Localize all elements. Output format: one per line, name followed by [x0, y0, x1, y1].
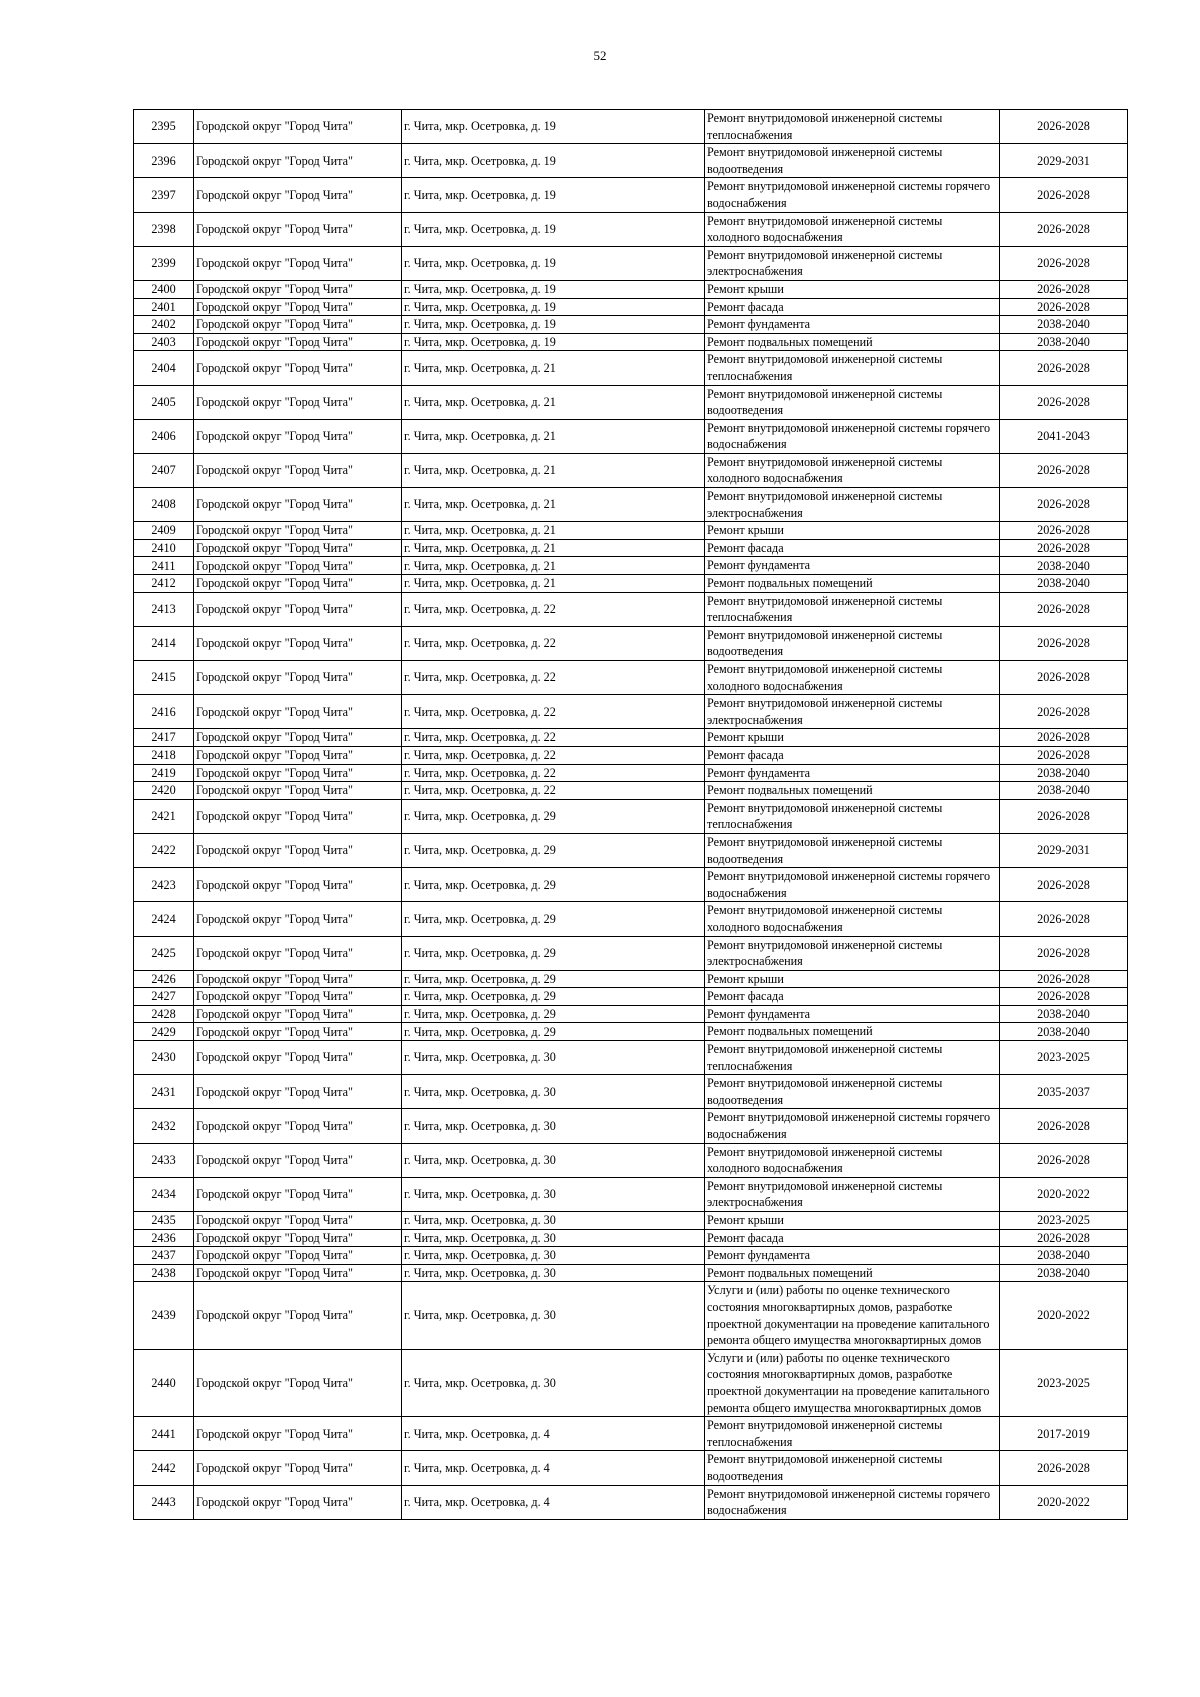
municipality-cell: Городской округ "Город Чита" — [194, 557, 402, 575]
work-type-cell: Ремонт внутридомовой инженерной системы электроснабжения — [705, 936, 1000, 970]
table-row — [134, 1264, 1128, 1282]
address-cell: г. Чита, мкр. Осетровка, д. 19 — [402, 178, 705, 212]
work-type-cell: Ремонт фасада — [705, 1229, 1000, 1247]
work-type-cell: Ремонт фундамента — [705, 1005, 1000, 1023]
work-type-cell: Ремонт внутридомовой инженерной системы электроснабжения — [705, 1177, 1000, 1211]
term-cell: 2020-2022 — [1000, 1282, 1128, 1349]
table-row — [134, 557, 1128, 575]
address-cell: г. Чита, мкр. Осетровка, д. 19 — [402, 110, 705, 144]
table-row — [134, 782, 1128, 800]
term-cell: 2038-2040 — [1000, 764, 1128, 782]
work-type-cell: Ремонт крыши — [705, 280, 1000, 298]
table-row — [134, 333, 1128, 351]
municipality-cell: Городской округ "Город Чита" — [194, 695, 402, 729]
table-row — [134, 246, 1128, 280]
term-cell: 2026-2028 — [1000, 868, 1128, 902]
table-row — [134, 1109, 1128, 1143]
row-number: 2417 — [134, 729, 194, 747]
address-cell: г. Чита, мкр. Осетровка, д. 19 — [402, 333, 705, 351]
term-cell: 2026-2028 — [1000, 280, 1128, 298]
address-cell: г. Чита, мкр. Осетровка, д. 4 — [402, 1417, 705, 1451]
table-row — [134, 988, 1128, 1006]
term-cell: 2026-2028 — [1000, 1143, 1128, 1177]
table-row — [134, 1005, 1128, 1023]
work-type-cell: Ремонт фундамента — [705, 1247, 1000, 1265]
address-cell: г. Чита, мкр. Осетровка, д. 29 — [402, 970, 705, 988]
address-cell: г. Чита, мкр. Осетровка, д. 30 — [402, 1247, 705, 1265]
work-type-cell: Ремонт внутридомовой инженерной системы теплоснабжения — [705, 592, 1000, 626]
row-number: 2432 — [134, 1109, 194, 1143]
term-cell: 2026-2028 — [1000, 453, 1128, 487]
municipality-cell: Городской округ "Город Чита" — [194, 351, 402, 385]
municipality-cell: Городской округ "Город Чита" — [194, 1417, 402, 1451]
table-row — [134, 316, 1128, 334]
term-cell: 2029-2031 — [1000, 833, 1128, 867]
work-type-cell: Ремонт внутридомовой инженерной системы водоотведения — [705, 833, 1000, 867]
table-row — [134, 1212, 1128, 1230]
address-cell: г. Чита, мкр. Осетровка, д. 30 — [402, 1349, 705, 1416]
municipality-cell: Городской округ "Город Чита" — [194, 1229, 402, 1247]
term-cell: 2026-2028 — [1000, 729, 1128, 747]
row-number: 2439 — [134, 1282, 194, 1349]
table-row — [134, 110, 1128, 144]
term-cell: 2038-2040 — [1000, 1264, 1128, 1282]
page-number: 52 — [593, 48, 607, 63]
municipality-cell: Городской округ "Город Чита" — [194, 902, 402, 936]
term-cell: 2020-2022 — [1000, 1177, 1128, 1211]
municipality-cell: Городской округ "Город Чита" — [194, 782, 402, 800]
municipality-cell: Городской округ "Город Чита" — [194, 280, 402, 298]
address-cell: г. Чита, мкр. Осетровка, д. 19 — [402, 246, 705, 280]
municipality-cell: Городской округ "Город Чита" — [194, 522, 402, 540]
address-cell: г. Чита, мкр. Осетровка, д. 30 — [402, 1282, 705, 1349]
row-number: 2413 — [134, 592, 194, 626]
row-number: 2395 — [134, 110, 194, 144]
address-cell: г. Чита, мкр. Осетровка, д. 19 — [402, 298, 705, 316]
municipality-cell: Городской округ "Город Чита" — [194, 1264, 402, 1282]
row-number: 2402 — [134, 316, 194, 334]
table-row — [134, 144, 1128, 178]
work-type-cell: Ремонт фасада — [705, 988, 1000, 1006]
term-cell: 2026-2028 — [1000, 539, 1128, 557]
address-cell: г. Чита, мкр. Осетровка, д. 19 — [402, 144, 705, 178]
term-cell: 2038-2040 — [1000, 1247, 1128, 1265]
row-number: 2400 — [134, 280, 194, 298]
row-number: 2437 — [134, 1247, 194, 1265]
term-cell: 2023-2025 — [1000, 1041, 1128, 1075]
table-body — [134, 110, 1128, 1520]
row-number: 2443 — [134, 1485, 194, 1519]
address-cell: г. Чита, мкр. Осетровка, д. 22 — [402, 695, 705, 729]
address-cell: г. Чита, мкр. Осетровка, д. 21 — [402, 453, 705, 487]
row-number: 2435 — [134, 1212, 194, 1230]
work-type-cell: Ремонт подвальных помещений — [705, 1023, 1000, 1041]
address-cell: г. Чита, мкр. Осетровка, д. 22 — [402, 661, 705, 695]
table-row — [134, 1417, 1128, 1451]
term-cell: 2026-2028 — [1000, 1451, 1128, 1485]
work-type-cell: Ремонт внутридомовой инженерной системы горячего водоснабжения — [705, 419, 1000, 453]
table-row — [134, 868, 1128, 902]
work-type-cell: Ремонт внутридомовой инженерной системы горячего водоснабжения — [705, 868, 1000, 902]
municipality-cell: Городской округ "Город Чита" — [194, 1247, 402, 1265]
work-type-cell: Ремонт внутридомовой инженерной системы горячего водоснабжения — [705, 1109, 1000, 1143]
table-row — [134, 298, 1128, 316]
municipality-cell: Городской округ "Город Чита" — [194, 661, 402, 695]
work-type-cell: Ремонт внутридомовой инженерной системы теплоснабжения — [705, 1041, 1000, 1075]
table-row — [134, 936, 1128, 970]
municipality-cell: Городской округ "Город Чита" — [194, 246, 402, 280]
table-row — [134, 746, 1128, 764]
term-cell: 2026-2028 — [1000, 695, 1128, 729]
work-type-cell: Ремонт фасада — [705, 539, 1000, 557]
row-number: 2406 — [134, 419, 194, 453]
municipality-cell: Городской округ "Город Чита" — [194, 144, 402, 178]
term-cell: 2026-2028 — [1000, 746, 1128, 764]
row-number: 2416 — [134, 695, 194, 729]
term-cell: 2026-2028 — [1000, 661, 1128, 695]
row-number: 2419 — [134, 764, 194, 782]
municipality-cell: Городской округ "Город Чита" — [194, 1075, 402, 1109]
row-number: 2412 — [134, 575, 194, 593]
address-cell: г. Чита, мкр. Осетровка, д. 29 — [402, 833, 705, 867]
term-cell: 2038-2040 — [1000, 1005, 1128, 1023]
row-number: 2408 — [134, 488, 194, 522]
term-cell: 2026-2028 — [1000, 626, 1128, 660]
row-number: 2414 — [134, 626, 194, 660]
row-number: 2410 — [134, 539, 194, 557]
municipality-cell: Городской округ "Город Чита" — [194, 1349, 402, 1416]
table-row — [134, 1075, 1128, 1109]
work-type-cell: Ремонт фасада — [705, 298, 1000, 316]
work-type-cell: Ремонт подвальных помещений — [705, 782, 1000, 800]
table-row — [134, 799, 1128, 833]
municipality-cell: Городской округ "Город Чита" — [194, 936, 402, 970]
row-number: 2427 — [134, 988, 194, 1006]
municipality-cell: Городской округ "Город Чита" — [194, 1143, 402, 1177]
work-type-cell: Ремонт фундамента — [705, 316, 1000, 334]
work-type-cell: Ремонт фундамента — [705, 557, 1000, 575]
term-cell: 2026-2028 — [1000, 298, 1128, 316]
municipality-cell: Городской округ "Город Чита" — [194, 1451, 402, 1485]
work-type-cell: Ремонт внутридомовой инженерной системы холодного водоснабжения — [705, 902, 1000, 936]
work-type-cell: Ремонт внутридомовой инженерной системы электроснабжения — [705, 695, 1000, 729]
term-cell: 2038-2040 — [1000, 316, 1128, 334]
term-cell: 2017-2019 — [1000, 1417, 1128, 1451]
table-row — [134, 833, 1128, 867]
work-type-cell: Ремонт крыши — [705, 522, 1000, 540]
work-type-cell: Ремонт внутридомовой инженерной системы водоотведения — [705, 1075, 1000, 1109]
municipality-cell: Городской округ "Город Чита" — [194, 1177, 402, 1211]
work-type-cell: Ремонт фасада — [705, 746, 1000, 764]
row-number: 2407 — [134, 453, 194, 487]
address-cell: г. Чита, мкр. Осетровка, д. 29 — [402, 1023, 705, 1041]
table-row — [134, 385, 1128, 419]
address-cell: г. Чита, мкр. Осетровка, д. 29 — [402, 799, 705, 833]
municipality-cell: Городской округ "Город Чита" — [194, 1212, 402, 1230]
address-cell: г. Чита, мкр. Осетровка, д. 30 — [402, 1075, 705, 1109]
table-row — [134, 661, 1128, 695]
term-cell: 2026-2028 — [1000, 799, 1128, 833]
table-row — [134, 178, 1128, 212]
term-cell: 2038-2040 — [1000, 557, 1128, 575]
term-cell: 2026-2028 — [1000, 246, 1128, 280]
address-cell: г. Чита, мкр. Осетровка, д. 19 — [402, 316, 705, 334]
address-cell: г. Чита, мкр. Осетровка, д. 30 — [402, 1212, 705, 1230]
term-cell: 2026-2028 — [1000, 110, 1128, 144]
term-cell: 2026-2028 — [1000, 385, 1128, 419]
table-row — [134, 695, 1128, 729]
row-number: 2424 — [134, 902, 194, 936]
table-row — [134, 729, 1128, 747]
row-number: 2401 — [134, 298, 194, 316]
municipality-cell: Городской округ "Город Чита" — [194, 729, 402, 747]
address-cell: г. Чита, мкр. Осетровка, д. 21 — [402, 419, 705, 453]
address-cell: г. Чита, мкр. Осетровка, д. 22 — [402, 764, 705, 782]
term-cell: 2023-2025 — [1000, 1212, 1128, 1230]
row-number: 2396 — [134, 144, 194, 178]
term-cell: 2026-2028 — [1000, 178, 1128, 212]
work-type-cell: Ремонт внутридомовой инженерной системы теплоснабжения — [705, 351, 1000, 385]
table-row — [134, 1229, 1128, 1247]
row-number: 2438 — [134, 1264, 194, 1282]
row-number: 2425 — [134, 936, 194, 970]
work-type-cell: Ремонт внутридомовой инженерной системы водоотведения — [705, 144, 1000, 178]
work-type-cell: Ремонт внутридомовой инженерной системы теплоснабжения — [705, 1417, 1000, 1451]
municipality-cell: Городской округ "Город Чита" — [194, 316, 402, 334]
row-number: 2409 — [134, 522, 194, 540]
table-row — [134, 212, 1128, 246]
municipality-cell: Городской округ "Город Чита" — [194, 178, 402, 212]
municipality-cell: Городской округ "Город Чита" — [194, 419, 402, 453]
row-number: 2440 — [134, 1349, 194, 1416]
address-cell: г. Чита, мкр. Осетровка, д. 4 — [402, 1451, 705, 1485]
address-cell: г. Чита, мкр. Осетровка, д. 29 — [402, 868, 705, 902]
municipality-cell: Городской округ "Город Чита" — [194, 212, 402, 246]
address-cell: г. Чита, мкр. Осетровка, д. 30 — [402, 1109, 705, 1143]
term-cell: 2026-2028 — [1000, 936, 1128, 970]
work-type-cell: Ремонт внутридомовой инженерной системы водоотведения — [705, 385, 1000, 419]
address-cell: г. Чита, мкр. Осетровка, д. 22 — [402, 626, 705, 660]
address-cell: г. Чита, мкр. Осетровка, д. 22 — [402, 729, 705, 747]
row-number: 2433 — [134, 1143, 194, 1177]
row-number: 2403 — [134, 333, 194, 351]
municipality-cell: Городской округ "Город Чита" — [194, 592, 402, 626]
table-row — [134, 1247, 1128, 1265]
term-cell: 2026-2028 — [1000, 351, 1128, 385]
table-row — [134, 1177, 1128, 1211]
row-number: 2431 — [134, 1075, 194, 1109]
municipality-cell: Городской округ "Город Чита" — [194, 799, 402, 833]
municipality-cell: Городской округ "Город Чита" — [194, 1485, 402, 1519]
municipality-cell: Городской округ "Город Чита" — [194, 1282, 402, 1349]
address-cell: г. Чита, мкр. Осетровка, д. 30 — [402, 1264, 705, 1282]
municipality-cell: Городской округ "Город Чита" — [194, 764, 402, 782]
work-type-cell: Ремонт крыши — [705, 1212, 1000, 1230]
table-row — [134, 488, 1128, 522]
address-cell: г. Чита, мкр. Осетровка, д. 30 — [402, 1177, 705, 1211]
municipality-cell: Городской округ "Город Чита" — [194, 298, 402, 316]
term-cell: 2038-2040 — [1000, 1023, 1128, 1041]
term-cell: 2026-2028 — [1000, 902, 1128, 936]
municipality-cell: Городской округ "Город Чита" — [194, 539, 402, 557]
term-cell: 2023-2025 — [1000, 1349, 1128, 1416]
address-cell: г. Чита, мкр. Осетровка, д. 19 — [402, 280, 705, 298]
row-number: 2441 — [134, 1417, 194, 1451]
municipality-cell: Городской округ "Город Чита" — [194, 988, 402, 1006]
row-number: 2436 — [134, 1229, 194, 1247]
work-type-cell: Ремонт внутридомовой инженерной системы горячего водоснабжения — [705, 1485, 1000, 1519]
row-number: 2411 — [134, 557, 194, 575]
address-cell: г. Чита, мкр. Осетровка, д. 22 — [402, 782, 705, 800]
term-cell: 2038-2040 — [1000, 333, 1128, 351]
work-type-cell: Ремонт внутридомовой инженерной системы электроснабжения — [705, 488, 1000, 522]
row-number: 2434 — [134, 1177, 194, 1211]
work-type-cell: Ремонт внутридомовой инженерной системы холодного водоснабжения — [705, 212, 1000, 246]
address-cell: г. Чита, мкр. Осетровка, д. 29 — [402, 902, 705, 936]
table-row — [134, 592, 1128, 626]
row-number: 2442 — [134, 1451, 194, 1485]
term-cell: 2038-2040 — [1000, 782, 1128, 800]
row-number: 2420 — [134, 782, 194, 800]
address-cell: г. Чита, мкр. Осетровка, д. 4 — [402, 1485, 705, 1519]
municipality-cell: Городской округ "Город Чита" — [194, 385, 402, 419]
address-cell: г. Чита, мкр. Осетровка, д. 21 — [402, 488, 705, 522]
row-number: 2426 — [134, 970, 194, 988]
row-number: 2423 — [134, 868, 194, 902]
term-cell: 2038-2040 — [1000, 575, 1128, 593]
table-row — [134, 522, 1128, 540]
table-row — [134, 453, 1128, 487]
address-cell: г. Чита, мкр. Осетровка, д. 30 — [402, 1229, 705, 1247]
municipality-cell: Городской округ "Город Чита" — [194, 1005, 402, 1023]
municipality-cell: Городской округ "Город Чита" — [194, 970, 402, 988]
municipality-cell: Городской округ "Город Чита" — [194, 1023, 402, 1041]
address-cell: г. Чита, мкр. Осетровка, д. 19 — [402, 212, 705, 246]
work-type-cell: Ремонт внутридомовой инженерной системы горячего водоснабжения — [705, 178, 1000, 212]
row-number: 2404 — [134, 351, 194, 385]
row-number: 2418 — [134, 746, 194, 764]
row-number: 2415 — [134, 661, 194, 695]
work-type-cell: Ремонт внутридомовой инженерной системы холодного водоснабжения — [705, 453, 1000, 487]
repair-schedule-table — [133, 109, 1128, 1520]
table-row — [134, 1041, 1128, 1075]
table-row — [134, 280, 1128, 298]
address-cell: г. Чита, мкр. Осетровка, д. 30 — [402, 1041, 705, 1075]
row-number: 2405 — [134, 385, 194, 419]
row-number: 2422 — [134, 833, 194, 867]
work-type-cell: Ремонт подвальных помещений — [705, 333, 1000, 351]
address-cell: г. Чита, мкр. Осетровка, д. 22 — [402, 746, 705, 764]
work-type-cell: Услуги и (или) работы по оценке технического состояния многоквартирных домов, разработке проектной документации на проведение капитального ремонта общего имущества многоквартирных домов — [705, 1282, 1000, 1349]
row-number: 2430 — [134, 1041, 194, 1075]
table-row — [134, 1485, 1128, 1519]
table-row — [134, 902, 1128, 936]
work-type-cell: Ремонт подвальных помещений — [705, 1264, 1000, 1282]
term-cell: 2026-2028 — [1000, 1229, 1128, 1247]
address-cell: г. Чита, мкр. Осетровка, д. 22 — [402, 592, 705, 626]
municipality-cell: Городской округ "Город Чита" — [194, 626, 402, 660]
municipality-cell: Городской округ "Город Чита" — [194, 868, 402, 902]
municipality-cell: Городской округ "Город Чита" — [194, 488, 402, 522]
table-row — [134, 351, 1128, 385]
work-type-cell: Ремонт внутридомовой инженерной системы холодного водоснабжения — [705, 1143, 1000, 1177]
table-row — [134, 539, 1128, 557]
work-type-cell: Услуги и (или) работы по оценке технического состояния многоквартирных домов, разработке проектной документации на проведение капитального ремонта общего имущества многоквартирных домов — [705, 1349, 1000, 1416]
work-type-cell: Ремонт внутридомовой инженерной системы теплоснабжения — [705, 110, 1000, 144]
municipality-cell: Городской округ "Город Чита" — [194, 1109, 402, 1143]
work-type-cell: Ремонт внутридомовой инженерной системы водоотведения — [705, 1451, 1000, 1485]
work-type-cell: Ремонт внутридомовой инженерной системы водоотведения — [705, 626, 1000, 660]
term-cell: 2035-2037 — [1000, 1075, 1128, 1109]
address-cell: г. Чита, мкр. Осетровка, д. 29 — [402, 988, 705, 1006]
work-type-cell: Ремонт крыши — [705, 970, 1000, 988]
term-cell: 2020-2022 — [1000, 1485, 1128, 1519]
work-type-cell: Ремонт внутридомовой инженерной системы теплоснабжения — [705, 799, 1000, 833]
term-cell: 2026-2028 — [1000, 970, 1128, 988]
municipality-cell: Городской округ "Город Чита" — [194, 453, 402, 487]
table-row — [134, 626, 1128, 660]
address-cell: г. Чита, мкр. Осетровка, д. 29 — [402, 1005, 705, 1023]
address-cell: г. Чита, мкр. Осетровка, д. 21 — [402, 522, 705, 540]
work-type-cell: Ремонт фундамента — [705, 764, 1000, 782]
table-row — [134, 1349, 1128, 1416]
table-row — [134, 575, 1128, 593]
table-row — [134, 1023, 1128, 1041]
row-number: 2421 — [134, 799, 194, 833]
address-cell: г. Чита, мкр. Осетровка, д. 21 — [402, 557, 705, 575]
municipality-cell: Городской округ "Город Чита" — [194, 833, 402, 867]
work-type-cell: Ремонт крыши — [705, 729, 1000, 747]
work-type-cell: Ремонт внутридомовой инженерной системы холодного водоснабжения — [705, 661, 1000, 695]
term-cell: 2026-2028 — [1000, 212, 1128, 246]
municipality-cell: Городской округ "Город Чита" — [194, 746, 402, 764]
address-cell: г. Чита, мкр. Осетровка, д. 21 — [402, 351, 705, 385]
term-cell: 2026-2028 — [1000, 522, 1128, 540]
municipality-cell: Городской округ "Город Чита" — [194, 333, 402, 351]
term-cell: 2029-2031 — [1000, 144, 1128, 178]
table-row — [134, 970, 1128, 988]
term-cell: 2026-2028 — [1000, 988, 1128, 1006]
address-cell: г. Чита, мкр. Осетровка, д. 29 — [402, 936, 705, 970]
municipality-cell: Городской округ "Город Чита" — [194, 1041, 402, 1075]
row-number: 2429 — [134, 1023, 194, 1041]
address-cell: г. Чита, мкр. Осетровка, д. 21 — [402, 575, 705, 593]
term-cell: 2026-2028 — [1000, 592, 1128, 626]
address-cell: г. Чита, мкр. Осетровка, д. 21 — [402, 539, 705, 557]
address-cell: г. Чита, мкр. Осетровка, д. 30 — [402, 1143, 705, 1177]
row-number: 2398 — [134, 212, 194, 246]
municipality-cell: Городской округ "Город Чита" — [194, 575, 402, 593]
municipality-cell: Городской округ "Город Чита" — [194, 110, 402, 144]
table-row — [134, 1451, 1128, 1485]
row-number: 2399 — [134, 246, 194, 280]
term-cell: 2026-2028 — [1000, 1109, 1128, 1143]
work-type-cell: Ремонт внутридомовой инженерной системы электроснабжения — [705, 246, 1000, 280]
table-row — [134, 1282, 1128, 1349]
row-number: 2428 — [134, 1005, 194, 1023]
term-cell: 2026-2028 — [1000, 488, 1128, 522]
row-number: 2397 — [134, 178, 194, 212]
table-row — [134, 1143, 1128, 1177]
table-row — [134, 764, 1128, 782]
address-cell: г. Чита, мкр. Осетровка, д. 21 — [402, 385, 705, 419]
table-row — [134, 419, 1128, 453]
term-cell: 2041-2043 — [1000, 419, 1128, 453]
work-type-cell: Ремонт подвальных помещений — [705, 575, 1000, 593]
